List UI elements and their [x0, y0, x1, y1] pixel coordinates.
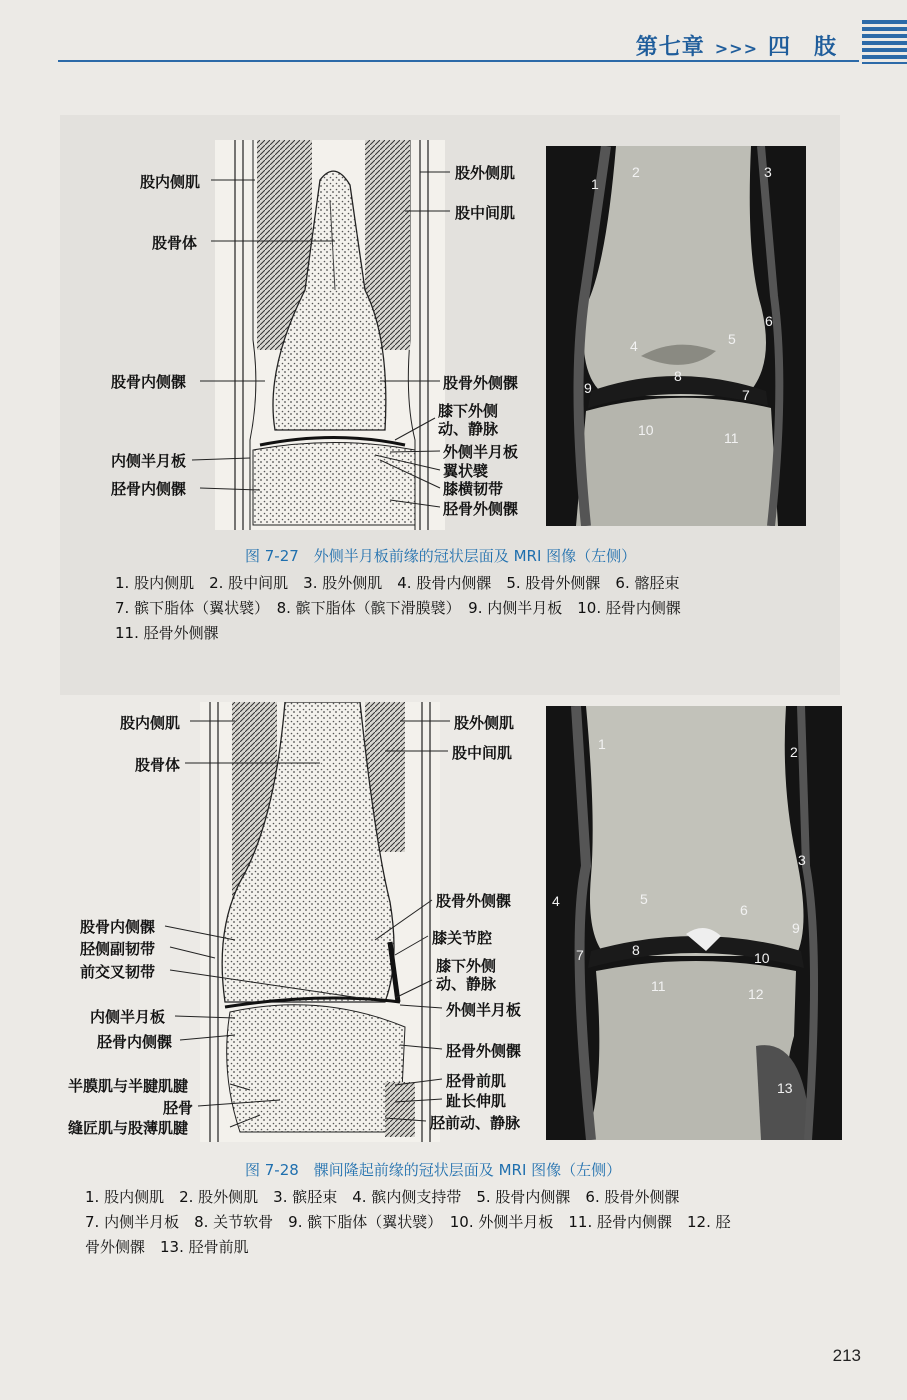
fig1-label-r6: 外侧半月板	[443, 443, 519, 461]
fig1-label-r2: 股中间肌	[455, 204, 516, 222]
section-label: 四 肢	[767, 35, 837, 60]
mri-image-1	[546, 146, 806, 526]
fig2-label-r7: 外侧半月板	[446, 1001, 522, 1019]
mri2-num-13: 13	[777, 1080, 793, 1096]
fig2-label-r3: 股骨外侧髁	[436, 892, 512, 910]
mri1-num-10: 10	[638, 422, 654, 438]
fig1-label-r9: 胫骨外侧髁	[443, 500, 519, 518]
mri1-num-9: 9	[584, 380, 592, 396]
mri-render-1	[546, 146, 806, 526]
fig1-legend-line-3: 11. 胫骨外侧髁	[115, 624, 219, 642]
mri1-num-5: 5	[728, 331, 736, 347]
mri1-num-7: 7	[742, 387, 750, 403]
mri2-num-3: 3	[798, 852, 806, 868]
chevron-right-icon: >>>	[714, 39, 758, 58]
fig2-label-l9: 胫骨	[163, 1099, 194, 1117]
chapter-label: 第七章	[635, 35, 705, 60]
mri1-num-11: 11	[724, 430, 739, 446]
fig1-label-l5: 胫骨内侧髁	[111, 480, 187, 498]
mri2-num-5: 5	[640, 891, 648, 907]
fig2-label-r10: 趾长伸肌	[446, 1092, 507, 1110]
mri-image-2	[546, 706, 842, 1140]
fig2-label-l7: 胫骨内侧髁	[97, 1033, 173, 1051]
fig1-label-r4: 膝下外侧	[438, 402, 499, 420]
mri2-num-8: 8	[632, 942, 640, 958]
fig1-label-r1: 股外侧肌	[455, 164, 516, 182]
fig1-caption: 图 7-27 外侧半月板前缘的冠状层面及 MRI 图像（左侧）	[245, 547, 637, 565]
fig2-label-l4: 胫侧副韧带	[80, 940, 156, 958]
fig2-label-r5: 膝下外侧	[436, 957, 497, 975]
mri1-num-3: 3	[764, 164, 772, 180]
mri2-num-2: 2	[790, 744, 798, 760]
fig2-label-r1: 股外侧肌	[454, 714, 515, 732]
fig1-label-r7: 翼状襞	[443, 462, 489, 480]
fig1-label-r5: 动、静脉	[438, 420, 499, 438]
mri1-num-6: 6	[765, 313, 773, 329]
fig2-label-l1: 股内侧肌	[120, 714, 181, 732]
fig1-label-l3: 股骨内侧髁	[111, 373, 187, 391]
mri2-num-9: 9	[792, 920, 800, 936]
mri2-num-10: 10	[754, 950, 770, 966]
fig2-legend-line-2: 7. 内侧半月板 8. 关节软骨 9. 髌下脂体（翼状襞） 10. 外侧半月板 11. 胫骨内侧髁 12. 胫	[85, 1213, 731, 1231]
fig2-caption: 图 7-28 髁间隆起前缘的冠状层面及 MRI 图像（左侧）	[245, 1161, 622, 1179]
fig2-label-r11: 胫前动、静脉	[430, 1114, 521, 1132]
fig2-legend-line-1: 1. 股内侧肌 2. 股外侧肌 3. 髌胫束 4. 髌内侧支持带 5. 股骨内侧髁 6. 股骨外侧髁	[85, 1188, 680, 1206]
fig1-label-l4: 内侧半月板	[111, 452, 187, 470]
fig2-label-r2: 股中间肌	[452, 744, 513, 762]
mri2-num-6: 6	[740, 902, 748, 918]
fig2-label-l2: 股骨体	[135, 756, 181, 774]
mri2-num-11: 11	[651, 978, 666, 994]
fig1-legend-line-2: 7. 髌下脂体（翼状襞） 8. 髌下脂体（髌下滑膜襞） 9. 内侧半月板 10. 胫骨内侧髁	[115, 599, 681, 617]
fig2-label-l10: 缝匠肌与股薄肌腱	[68, 1119, 189, 1137]
fig2-label-l8: 半膜肌与半腱肌腱	[68, 1077, 189, 1095]
mri2-num-4: 4	[552, 893, 560, 909]
fig1-label-r8: 膝横韧带	[443, 480, 504, 498]
fig1-label-l1: 股内侧肌	[140, 173, 201, 191]
fig2-legend-line-3: 骨外侧髁 13. 胫骨前肌	[85, 1238, 249, 1256]
mri1-num-2: 2	[632, 164, 640, 180]
fig2-label-r9: 胫骨前肌	[446, 1072, 507, 1090]
fig1-legend	[115, 571, 681, 646]
fig1-label-l2: 股骨体	[152, 234, 198, 252]
fig2-label-r8: 胫骨外侧髁	[446, 1042, 522, 1060]
mri1-num-4: 4	[630, 338, 638, 354]
fig2-legend	[85, 1185, 731, 1260]
fig2-label-r4: 膝关节腔	[432, 929, 493, 947]
mri2-num-1: 1	[598, 736, 606, 752]
fig2-label-r6: 动、静脉	[436, 975, 497, 993]
mri2-num-7: 7	[576, 947, 584, 963]
fig2-label-l3: 股骨内侧髁	[80, 918, 156, 936]
mri2-num-12: 12	[748, 986, 764, 1002]
fig1-label-r3: 股骨外侧髁	[443, 374, 519, 392]
mri1-num-1: 1	[591, 176, 599, 192]
fig1-legend-line-1: 1. 股内侧肌 2. 股中间肌 3. 股外侧肌 4. 股骨内侧髁 5. 股骨外侧髁 6. 髂胫束	[115, 574, 680, 592]
fig2-label-l6: 内侧半月板	[90, 1008, 166, 1026]
mri1-num-8: 8	[674, 368, 682, 384]
page-number: 213	[832, 1346, 861, 1365]
fig2-label-l5: 前交叉韧带	[80, 963, 156, 981]
